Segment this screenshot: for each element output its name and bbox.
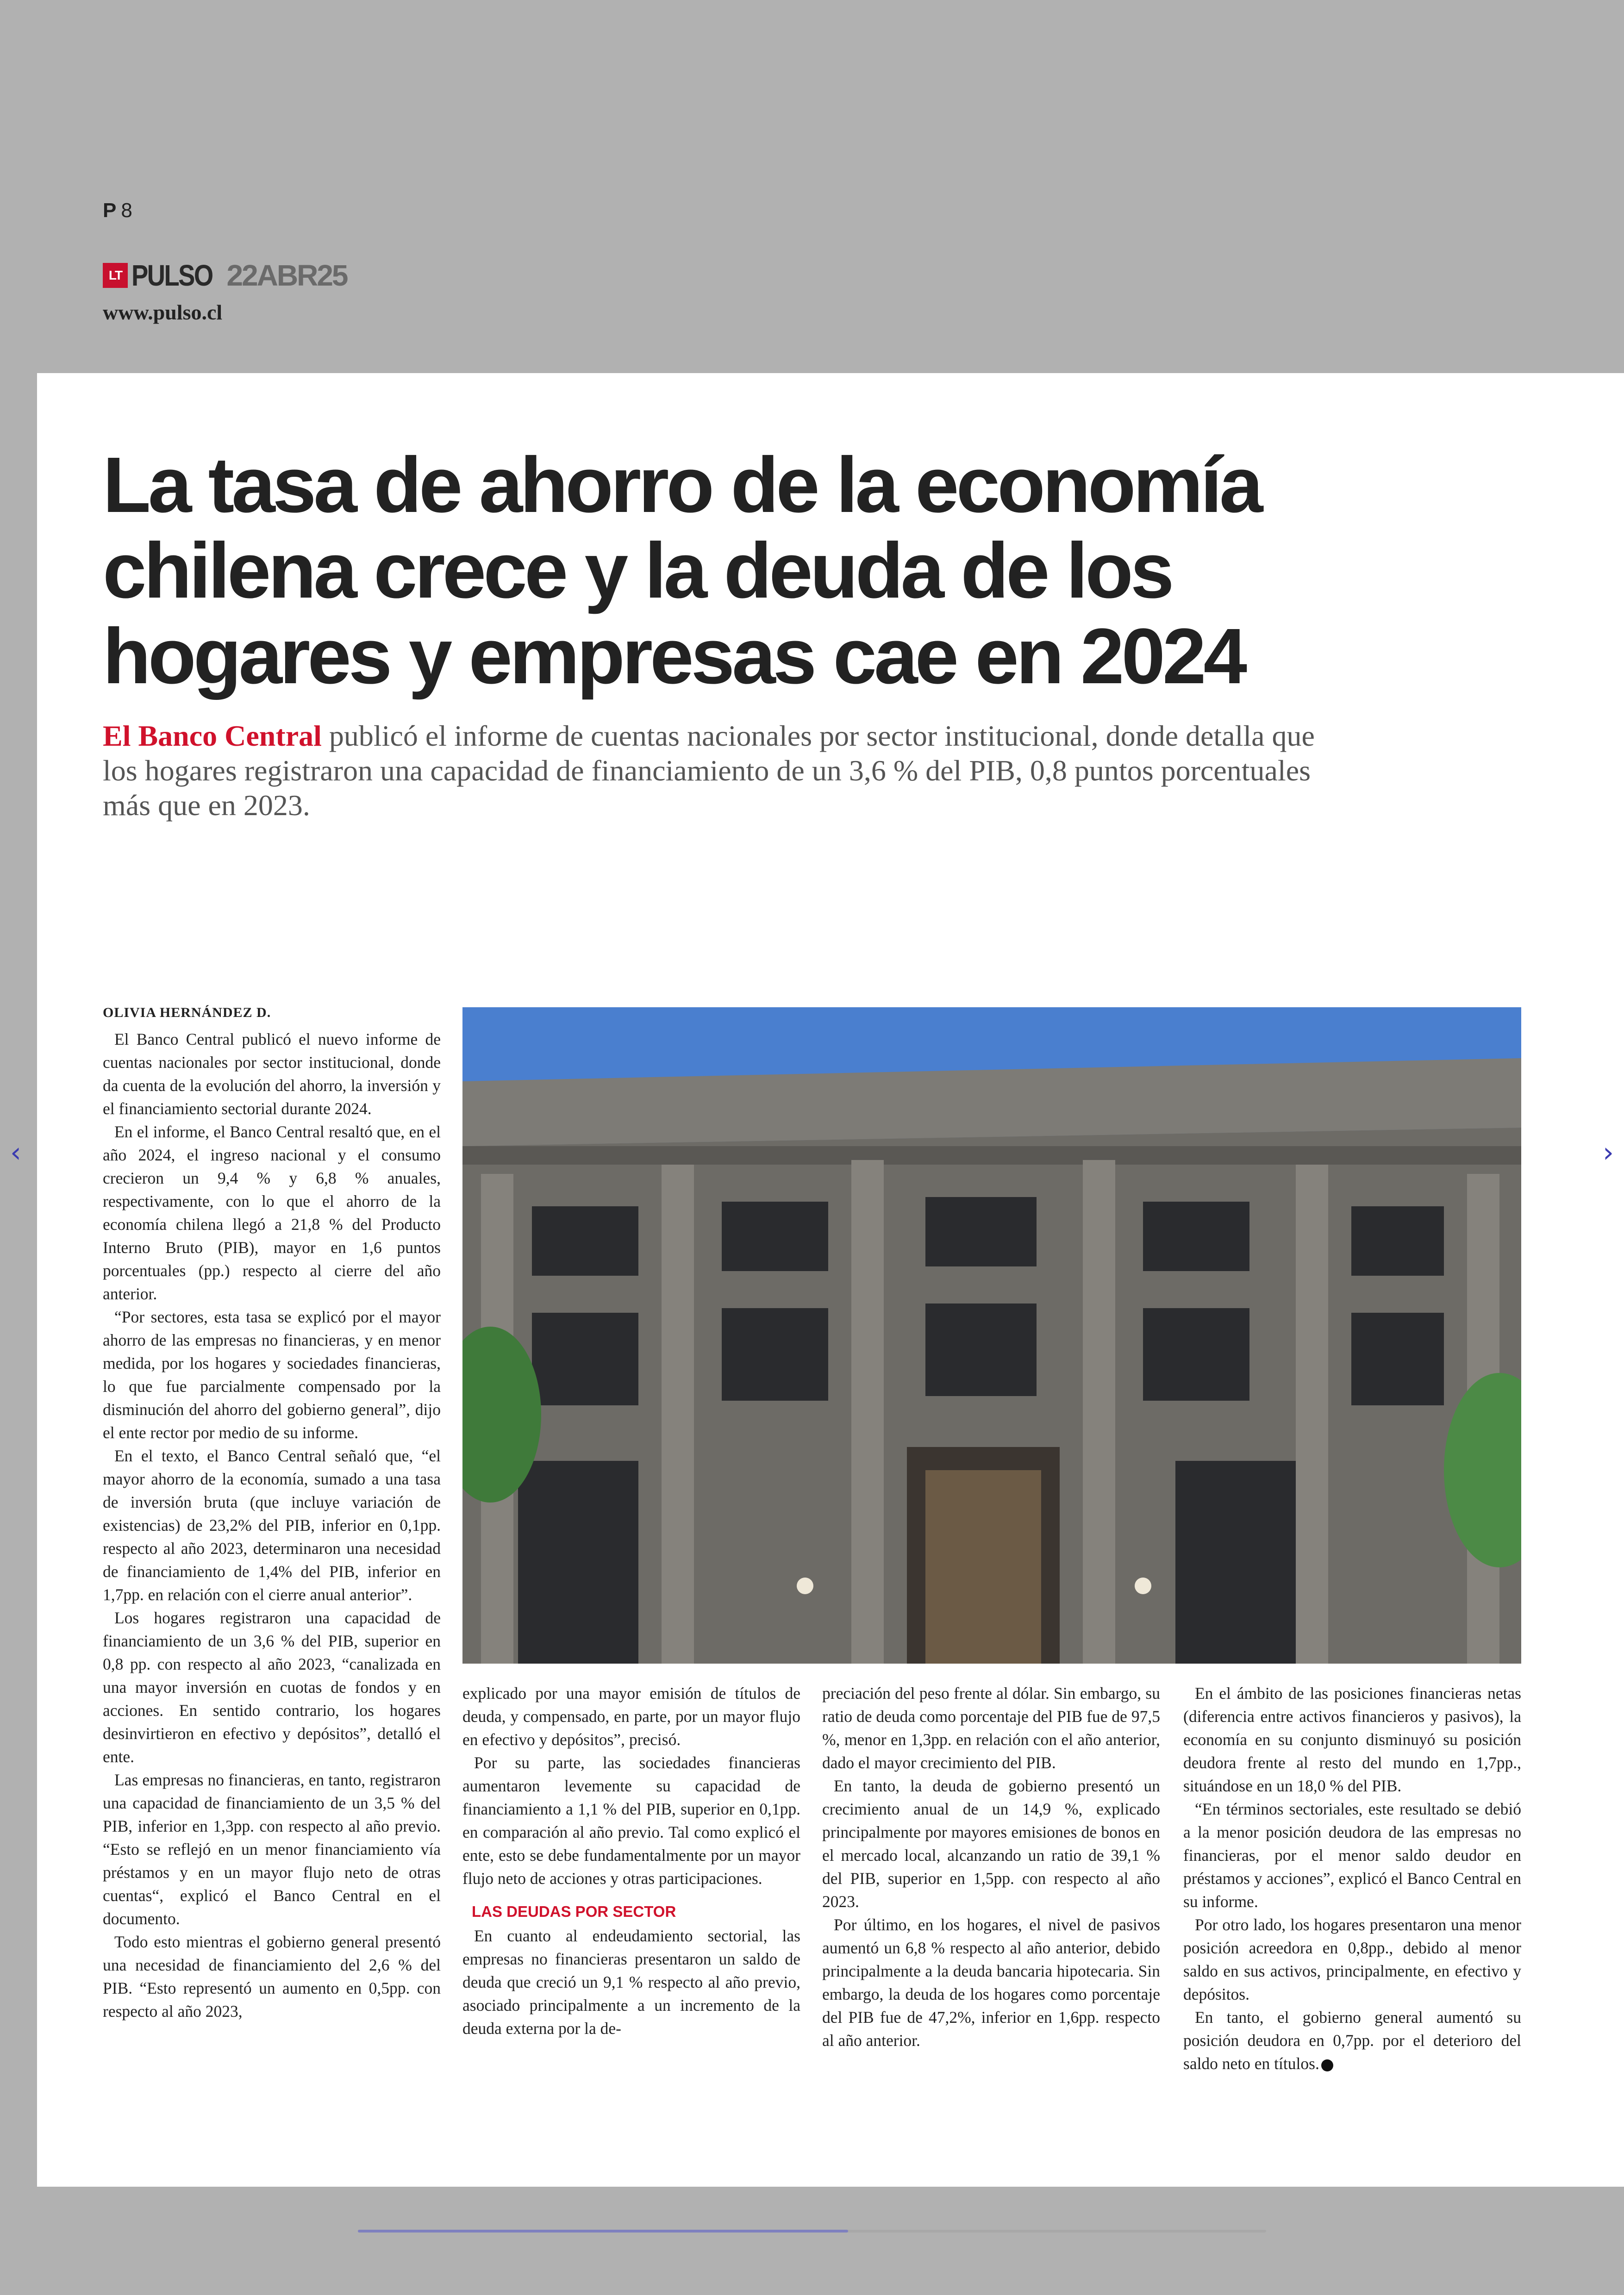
column-2 <box>462 1682 800 2040</box>
site-url: www.pulso.cl <box>103 300 223 324</box>
paragraph: “Por sectores, esta tasa se explicó por el mayor ahorro de las empresas no financieras, y en menor medida, por los hogares y sociedades financieras, lo que fue parcialmente compensado por la disminución del ahorro del gobierno general”, dijo el ente rector por medio de su informe. <box>103 1308 441 1442</box>
paragraph: Por último, en los hogares, el nivel de pasivos aumentó un 6,8 % respecto al año anterior, debido principalmente a la deuda bancaria hipotecaria. Sin embargo, la deuda de los hogares como porcentaje del PIB fue de 47,2%, inferior en 1,6pp. respecto al año anterior. <box>822 1915 1160 2050</box>
lede-highlight: El Banco Central <box>103 719 322 752</box>
masthead <box>103 259 347 292</box>
paragraph: Todo esto mientras el gobierno general presentó una necesidad de financiamiento del 2,6 % del PIB. “Esto representó un aumento en 0,5pp. con respecto al año 2023, <box>103 1933 441 2021</box>
byline: OLIVIA HERNÁNDEZ D. <box>103 1005 271 1020</box>
end-mark-icon: P <box>1321 2059 1333 2071</box>
paragraph: Por otro lado, los hogares presentaron una menor posición acreedora en 0,8pp., debido al menor saldo en sus activos, principalmente, en efectivo y depósitos. <box>1183 1915 1521 2003</box>
paragraph: explicado por una mayor emisión de títulos de deuda, y compensado, en parte, por un mayor flujo en efectivo y depósitos”, precisó. <box>462 1684 800 1749</box>
paragraph: En el informe, el Banco Central resaltó que, en el año 2024, el ingreso nacional y el consumo crecieron un 9,4 % y 6,8 % anuales, respectivamente, con lo que el ahorro de la economía chilena llegó a 21,8 % del Producto Interno Bruto (PIB), mayor en 1,6 puntos porcentuales (pp.) respecto al cierre del año anterior. <box>103 1123 441 1303</box>
headline: La tasa de ahorro de la economía chilena crece y la deuda de los hogares y empresas cae en 2024 <box>103 441 1261 700</box>
page-progress-bar[interactable] <box>358 2230 1266 2233</box>
paragraph: En cuanto al endeudamiento sectorial, las empresas no financieras presentaron un saldo de deuda que creció un 9,1 % respecto al año previo, asociado principalmente a un incremento de la deuda externa por la de- <box>462 1927 800 2038</box>
paragraph: El Banco Central publicó el nuevo informe de cuentas nacionales por sector institucional, donde da cuenta de la evolución del ahorro, la inversión y el financiamiento sectorial durante 2024. <box>103 1030 441 1118</box>
brand-name: PULSO <box>131 259 212 292</box>
lede-text: publicó el informe de cuentas nacionales por sector institucional, donde detalla que los hogares registraron una capacidad de financiamiento de un 3,6 % del PIB, 0,8 puntos porcentuales más que en 2023. <box>103 719 1315 822</box>
paragraph: “En términos sectoriales, este resultado se debió a la menor posición deudora de las empresas no financieras, por el menor saldo deudor en préstamos y acciones”, explicó el Banco Central en su informe. <box>1183 1800 1521 1911</box>
paragraph: Los hogares registraron una capacidad de financiamiento de un 3,6 % del PIB, superior en 0,8 pp. con respecto al año 2023, “canalizada en una mayor inversión en cuotas de fondos y en acciones. En sentido contrario, los hogares desinvirtieron en efectivo y depósitos”, detalló el ente. <box>103 1609 441 1766</box>
paragraph: En tanto, la deuda de gobierno presentó un crecimiento anual de un 14,9 %, explicado principalmente por mayores emisiones de bonos en el mercado local, alcanzando un ratio de 39,1 % del PIB, superior en 1,5pp. con respecto al año 2023. <box>822 1777 1160 1911</box>
issue-date: 22ABR25 <box>226 259 347 292</box>
article-photo <box>462 1007 1521 1664</box>
previous-page-button[interactable]: ‹ <box>10 1136 21 1169</box>
article-page <box>37 373 1624 2187</box>
building-illustration <box>462 1007 1521 1664</box>
subheading: LAS DEUDAS POR SECTOR <box>472 1903 676 1920</box>
progress-fill <box>358 2230 848 2233</box>
column-1 <box>103 1028 441 2023</box>
paragraph: En el texto, el Banco Central señaló que, “el mayor ahorro de la economía, sumado a una tasa de inversión bruta (que incluye variación de existencias) de 23,2% del PIB, inferior en 0,1pp. respecto al año 2023, determinaron una necesidad de financiamiento de 1,4% del PIB, inferior en 1,7pp. en relación con el cierre anual anterior”. <box>103 1447 441 1604</box>
column-4 <box>1183 1682 1521 2075</box>
paragraph-last: En tanto, el gobierno general aumentó su posición deudora en 0,7pp. por el deterioro del saldo neto en títulos. P <box>1183 2008 1521 2073</box>
page-number: P 8 <box>103 199 132 222</box>
lt-logo-icon: LT <box>103 263 128 288</box>
column-3 <box>822 1682 1160 2052</box>
paragraph: preciación del peso frente al dólar. Sin embargo, su ratio de deuda como porcentaje del PIB fue de 97,5 %, menor en 1,3pp. en relación con el año anterior, dado el mayor crecimiento del PIB. <box>822 1684 1160 1772</box>
paragraph: Las empresas no financieras, en tanto, registraron una capacidad de financiamiento de un 3,5 % del PIB, inferior en 1,3pp. con respecto al año previo. “Esto se reflejó en un menor financiamiento vía préstamos y en un mayor flujo neto de otras cuentas“, explicó el Banco Central en el documento. <box>103 1771 441 1928</box>
paragraph: Por su parte, las sociedades financieras aumentaron levemente su capacidad de financiamiento a 1,1 % del PIB, superior en 0,1pp. en comparación al año previo. Tal como explicó el ente, esto se debe fundamentalmente por un mayor flujo neto de acciones y otras participaciones. <box>462 1753 800 1888</box>
paragraph: En el ámbito de las posiciones financieras netas (diferencia entre activos financieros y pasivos), la economía en su conjunto disminuyó su posición deudora frente al resto del mundo en 1,7pp., situándose en un 18,0 % del PIB. <box>1183 1684 1521 1795</box>
lede <box>103 718 1353 823</box>
next-page-button[interactable]: › <box>1603 1136 1614 1169</box>
